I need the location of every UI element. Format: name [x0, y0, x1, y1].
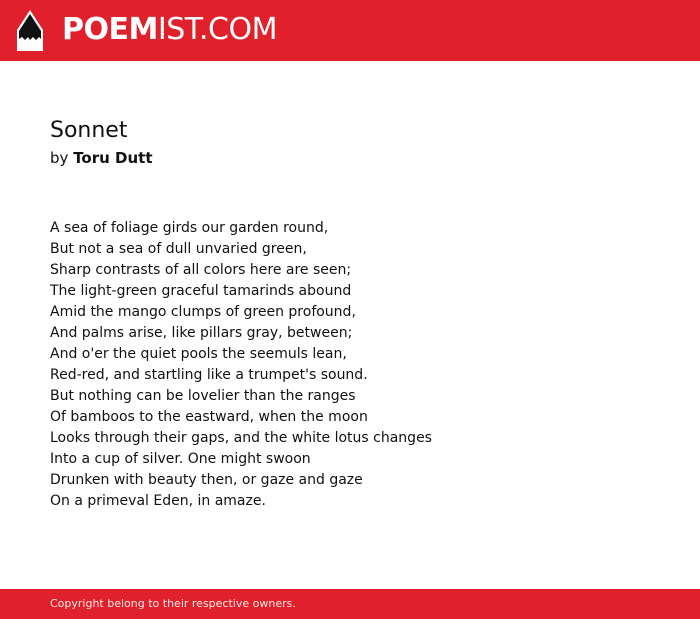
- site-footer: [0, 589, 700, 619]
- poem-line: And o'er the quiet pools the seemuls lean,: [50, 346, 347, 362]
- poem-body: [50, 218, 670, 512]
- poem-line: But not a sea of dull unvaried green,: [50, 241, 307, 257]
- footer-copyright: Copyright belong to their respective owners.: [50, 597, 296, 610]
- poem-author: Toru Dutt: [73, 149, 153, 167]
- poem-line: A sea of foliage girds our garden round,: [50, 220, 329, 236]
- poem-byline: [50, 147, 650, 169]
- poem-line: Into a cup of silver. One might swoon: [50, 451, 311, 467]
- pencil-icon[interactable]: [17, 10, 43, 51]
- poem-line: On a primeval Eden, in amaze.: [50, 493, 266, 509]
- poem-title: Sonnet: [50, 118, 128, 143]
- poem-line: Of bamboos to the eastward, when the moon: [50, 409, 368, 425]
- poem-line: And palms arise, like pillars gray, between;: [50, 325, 353, 341]
- poem-line: The light-green graceful tamarinds abound: [50, 283, 352, 299]
- poem-heading: [50, 116, 650, 169]
- poem-line: But nothing can be lovelier than the ranges: [50, 388, 356, 404]
- logo-text-bold: POEM: [62, 12, 158, 47]
- poem-line: Red-red, and startling like a trumpet's sound.: [50, 367, 368, 383]
- poem-line: Looks through their gaps, and the white lotus changes: [50, 430, 432, 446]
- poem-line: Drunken with beauty then, or gaze and gaze: [50, 472, 363, 488]
- site-header: [0, 0, 700, 61]
- poem-line: Amid the mango clumps of green profound,: [50, 304, 356, 320]
- site-logo[interactable]: [62, 12, 277, 48]
- logo-text-light: IST.COM: [157, 12, 277, 47]
- poem-line: Sharp contrasts of all colors here are seen;: [50, 262, 352, 278]
- by-label: by: [50, 149, 69, 167]
